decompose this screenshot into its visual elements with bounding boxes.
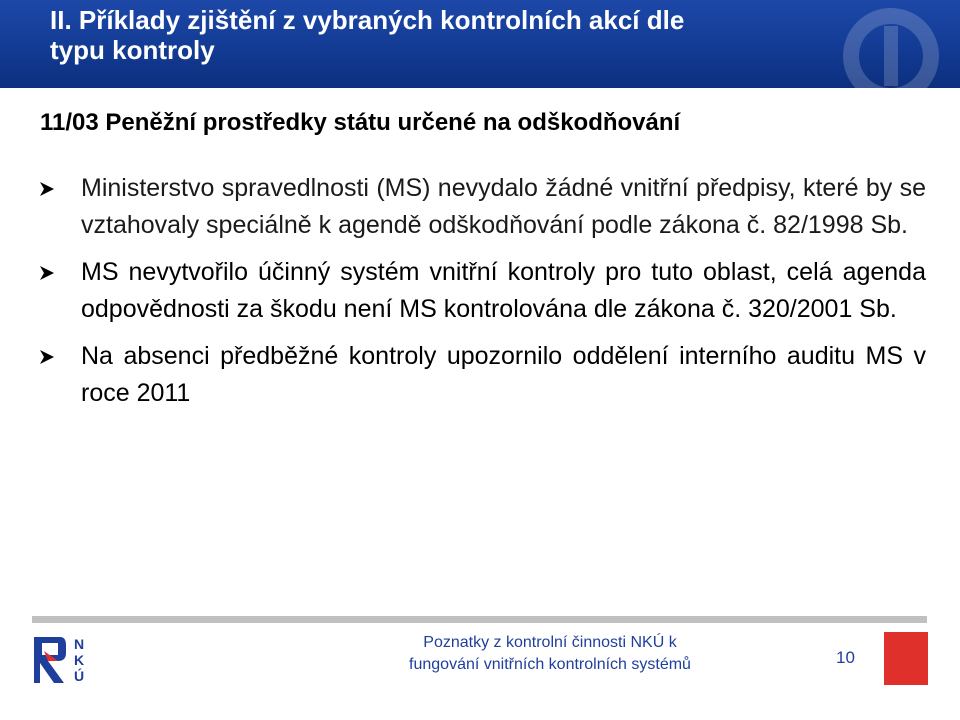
svg-text:K: K	[74, 652, 85, 668]
arrow-bullet-icon	[40, 182, 54, 196]
slide-title-line-2: typu kontroly	[50, 35, 215, 65]
nku-logo-icon	[34, 631, 104, 689]
bullet-text: Ministerstvo spravedlnosti (MS) nevydalo žádné vnitřní předpisy, které by se vztahovaly speciálně k agendě odškodňování podle zákona č. 82/1998 Sb.	[81, 174, 926, 239]
slide-header	[0, 0, 960, 88]
accent-square	[884, 632, 928, 685]
footer-caption-line-2: fungování vnitřních kontrolních systémů	[409, 656, 691, 673]
bullet-item	[38, 170, 926, 244]
bullet-text: MS nevytvořilo účinný systém vnitřní kontroly pro tuto oblast, celá agenda odpovědnosti za škodu není MS kontrolována dle zákona č. 320/2001 Sb.	[81, 258, 926, 323]
bullet-item	[38, 254, 926, 328]
svg-text:N: N	[74, 636, 85, 652]
bullet-text: Na absenci předběžné kontroly upozornilo oddělení interního auditu MS v roce 2011	[81, 342, 926, 407]
page-number: 10	[836, 648, 855, 667]
bullet-list	[38, 170, 926, 422]
bullet-item	[38, 338, 926, 412]
slide-title-line-1: II. Příklady zjištění z vybraných kontrolních akcí dle	[50, 5, 685, 35]
slide-title	[50, 5, 910, 65]
svg-text:Ú: Ú	[74, 668, 85, 684]
footer-caption	[360, 632, 740, 676]
footer-divider	[32, 616, 927, 623]
arrow-bullet-icon	[40, 350, 54, 364]
arrow-bullet-icon	[40, 266, 54, 280]
footer-caption-line-1: Poznatky z kontrolní činnosti NKÚ k	[423, 634, 677, 651]
section-subtitle: 11/03 Peněžní prostředky státu určené na odškodňování	[40, 109, 681, 136]
